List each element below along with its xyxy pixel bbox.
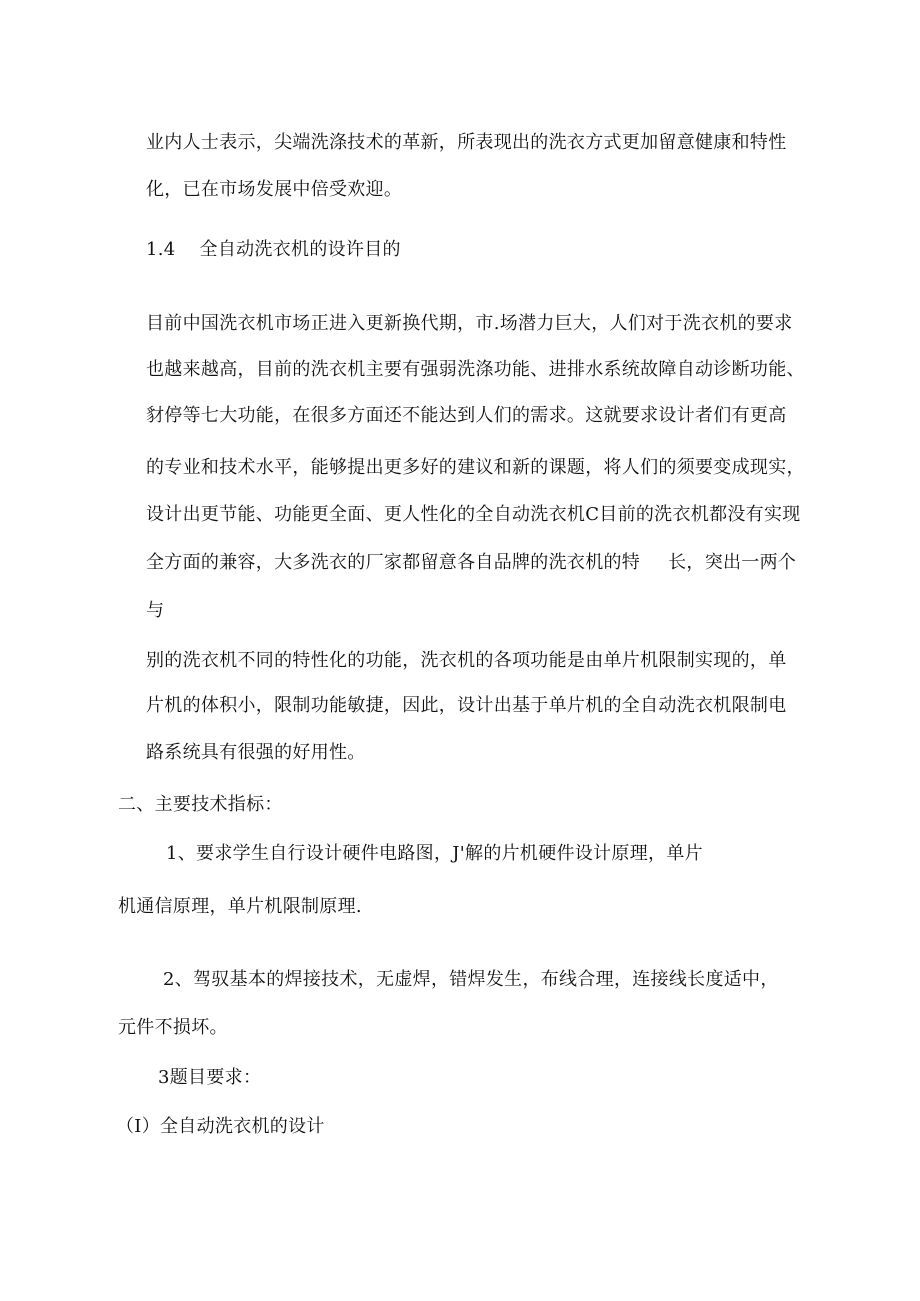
section-number: 1.4 xyxy=(146,239,176,260)
paragraph2-line2: 也越来越高，目前的洗衣机主要有强弱洗涤功能、进排水系统故障自动诊断功能、 xyxy=(146,359,805,380)
paragraph2-line6-part2: 长，突出一两个 xyxy=(668,552,797,573)
item1-line1: 1、要求学生自行设计硬件电路图，J'解的片机硬件设计原理，单片 xyxy=(166,843,703,864)
paragraph2-line1: 目前中国洗衣机市场正进入更新换代期，市.场潜力巨大，人们对于洗衣机的要求 xyxy=(146,313,793,334)
paragraph2-line9: 片机的体积小，限制功能敏捷，因此，设计出基于单片机的全自动洗衣机限制电 xyxy=(146,695,787,716)
item3-heading: 3题目要求： xyxy=(158,1067,262,1088)
subsection-1: （I）全自动洗衣机的设计 xyxy=(116,1116,325,1137)
paragraph1-line1: 业内人士表示，尖端洗涤技术的革新，所表现出的洗衣方式更加留意健康和特性 xyxy=(146,132,787,153)
paragraph2-line8: 别的洗衣机不同的特性化的功能，洗衣机的各项功能是由单片机限制实现的，单 xyxy=(146,650,787,671)
paragraph2-line3: 豺停等七大功能，在很多方面还不能达到人们的需求。这就要求设计者们有更高 xyxy=(146,405,787,426)
section-title: 全自动洗衣机的设许目的 xyxy=(199,239,401,260)
item1-line2: 机通信原理，单片机限制原理. xyxy=(118,896,362,917)
item2-line2: 元件不损坏。 xyxy=(118,1017,228,1038)
paragraph2-line10: 路系统具有很强的好用性。 xyxy=(146,742,366,763)
paragraph2-line5: 设计出更节能、功能更全面、更人性化的全自动洗衣机C目前的洗衣机都没有实现 xyxy=(146,504,801,525)
section-1-4-heading xyxy=(146,238,401,262)
item2-line1: 2、驾驭基本的焊接技术，无虚焊，错焊发生，布线合理，连接线长度适中， xyxy=(163,969,779,990)
paragraph2-line6 xyxy=(146,551,796,575)
paragraph2-line4: 的专业和技术水平，能够提出更多好的建议和新的课题，将人们的须要变成现实， xyxy=(146,457,805,478)
paragraph2-line6-part1: 全方面的兼容，大多洗衣的厂家都留意各自品牌的洗衣机的特 xyxy=(146,552,641,573)
section2-heading: 二、主要技术指标： xyxy=(118,794,283,815)
paragraph1-line2: 化，已在市场发展中倍受欢迎。 xyxy=(146,179,403,200)
paragraph2-line7: 与 xyxy=(146,600,165,621)
